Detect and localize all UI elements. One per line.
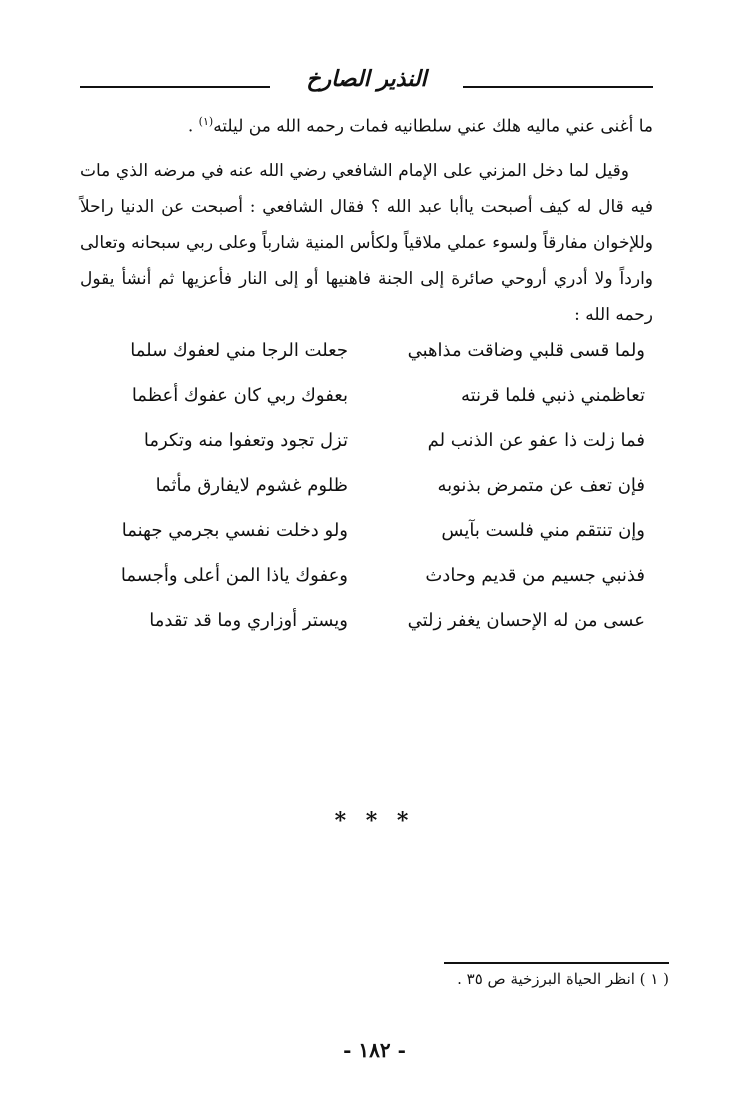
footnote-reference: (١) (198, 115, 214, 128)
prose-paragraph-2: وقيل لما دخل المزني على الإمام الشافعي رضي الله عنه في مرضه الذي مات فيه قال له كيف أصبحت ياأبا عبد الله ؟ فقال الشافعي : أصبحت عن الدنيا راحلاً وللإخوان مفارقاً ولسوء عملي ملاقياً ولكأس المنية شارباً وعلى ربي سبحانه وتعالى وارداً ولا أدري أروحي صائرة إلى الجنة فاهنيها أو إلى النار فأعزيها ثم أنشأ يقول رحمه الله : (80, 160, 653, 325)
verse-second-hemistich: وعفوك ياذا المن أعلى وأجسما (120, 565, 348, 586)
page-number: - ١٨٢ - (343, 1038, 406, 1062)
poem-verse (80, 373, 653, 418)
verse-first-hemistich: ولما قسى قلبي وضاقت مذاهبي (407, 340, 645, 361)
poem-verse (80, 463, 653, 508)
verse-second-hemistich: ويستر أوزاري وما قد تقدما (149, 610, 348, 631)
section-separator: * * * (334, 808, 415, 834)
poem-verse (80, 598, 653, 643)
verse-second-hemistich: جعلت الرجا مني لعفوك سلما (130, 340, 348, 361)
verse-first-hemistich: تعاظمني ذنبي فلما قرنته (460, 385, 645, 406)
verse-second-hemistich: بعفوك ربي كان عفوك أعظما (131, 385, 348, 406)
verse-first-hemistich: وإن تنتقم مني فلست بآيس (441, 520, 645, 541)
poem-verse (80, 553, 653, 598)
verse-first-hemistich: عسى من له الإحسان يغفر زلتي (407, 610, 645, 631)
footnote: ( ١ ) انظر الحياة البرزخية ص ٣٥ . (457, 970, 669, 988)
poem (80, 328, 653, 643)
header-rule-left (80, 86, 270, 88)
prose-line-1 (80, 104, 653, 145)
body-text (80, 104, 653, 333)
verse-second-hemistich: تزل تجود وتعفوا منه وتكرما (143, 430, 348, 451)
running-header (80, 60, 653, 100)
header-title: النذير الصارخ (306, 66, 427, 92)
verse-first-hemistich: فذنبي جسيم من قديم وحادث (425, 565, 645, 586)
poem-verse (80, 418, 653, 463)
poem-verse (80, 328, 653, 373)
verse-second-hemistich: ظلوم غشوم لايفارق مأثما (155, 475, 348, 496)
verse-second-hemistich: ولو دخلت نفسي بجرمي جهنما (121, 520, 348, 541)
verse-first-hemistich: فما زلت ذا عفو عن الذنب لم (427, 430, 645, 451)
footnote-rule (444, 962, 669, 964)
prose-line-1-end: . (187, 116, 199, 137)
verse-first-hemistich: فإن تعف عن متمرض بذنوبه (437, 475, 645, 496)
poem-verse (80, 508, 653, 553)
prose-line-1-text: ما أغنى عني ماليه هلك عني سلطانيه فمات رحمه الله من ليلته (213, 116, 653, 137)
